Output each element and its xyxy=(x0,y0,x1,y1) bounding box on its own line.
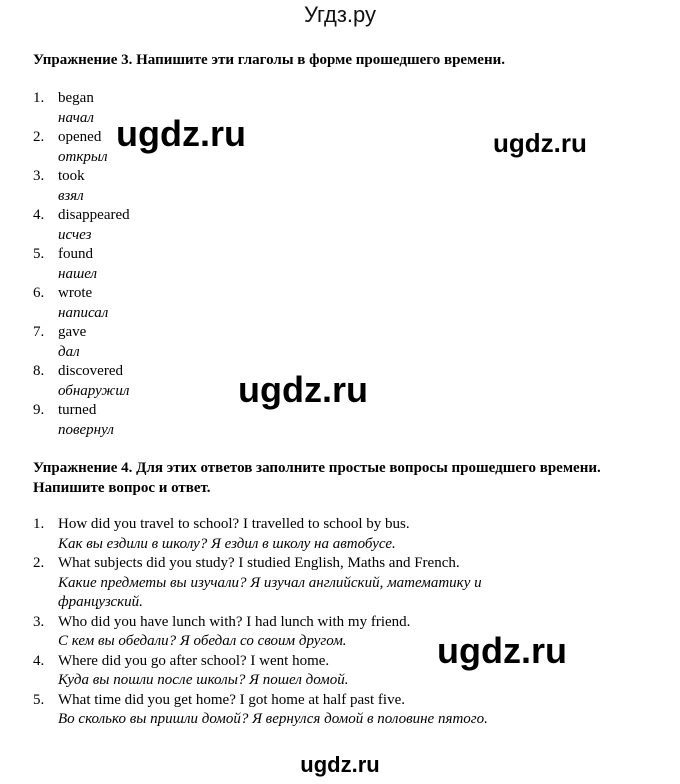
list-item: 5. What time did you get home? I got home at half past five. Во сколько вы пришли домой? Я вернулся домой в половине пятого. xyxy=(33,691,488,727)
exercise-3-heading: Упражнение 3. Напишите эти глаголы в форме прошедшего времени. xyxy=(33,52,505,68)
list-item: 4. disappeared исчез xyxy=(33,207,130,243)
watermark: ugdz.ru xyxy=(493,128,587,158)
list-item: 3. took взял xyxy=(33,168,85,204)
exercise-4-heading: Упражнение 4. Для этих ответов заполните простые вопросы прошедшего времени. Напишите вопрос и ответ. xyxy=(33,460,601,496)
exercise-4-list xyxy=(33,515,663,730)
list-item: 6. wrote написал xyxy=(33,285,109,321)
list-item: 5. found нашел xyxy=(33,246,98,282)
footer-watermark: ugdz.ru xyxy=(300,752,380,777)
list-item: 7. gave дал xyxy=(33,324,87,360)
list-item: 1. began начал xyxy=(33,90,94,126)
watermark: ugdz.ru xyxy=(238,369,368,410)
site-title: Угдз.ру xyxy=(303,2,377,27)
list-item: 3. Who did you have lunch with? I had lunch with my friend. С кем вы обедали? Я обедал со своим другом. xyxy=(33,613,411,649)
watermark: ugdz.ru xyxy=(437,630,567,671)
list-item: 2. What subjects did you study? I studied English, Maths and French. Какие предметы вы изучали? Я изучал английский, математику и французский. xyxy=(33,555,482,610)
list-item: 1. How did you travel to school? I travelled to school by bus. Как вы ездили в школу? Я ездил в школу на автобусе. xyxy=(33,516,410,552)
list-item: 2. opened открыл xyxy=(33,129,108,165)
watermark: ugdz.ru xyxy=(116,113,246,154)
list-item: 8. discovered обнаружил xyxy=(33,363,130,399)
list-item: 4. Where did you go after school? I went home. Куда вы пошли после школы? Я пошел домой. xyxy=(33,652,349,688)
list-item: 9. turned повернул xyxy=(33,402,114,438)
